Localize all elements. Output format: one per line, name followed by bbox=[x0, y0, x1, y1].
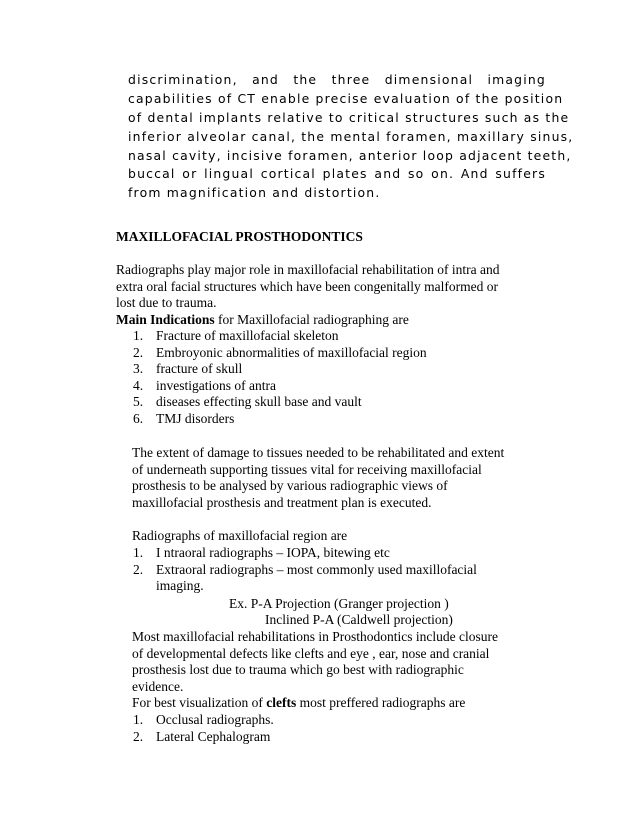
closure-paragraph bbox=[132, 629, 498, 695]
paragraph-line: of developmental defects like clefts and eye , ear, nose and cranial bbox=[132, 645, 490, 661]
paragraph-line: evidence. bbox=[132, 678, 184, 694]
paragraph-line: capabilities of CT enable precise evaluation of the position bbox=[128, 90, 564, 106]
list-text: Lateral Cephalogram bbox=[156, 728, 271, 744]
extent-paragraph bbox=[132, 445, 504, 511]
list-number: 4. bbox=[133, 377, 144, 393]
list-text: diseases effecting skull base and vault bbox=[156, 394, 362, 410]
top-paragraph bbox=[128, 71, 574, 203]
list-number: 1. bbox=[133, 328, 144, 343]
intro-paragraph bbox=[116, 262, 541, 312]
list-text: Extraoral radiographs – most commonly used maxillofacial bbox=[156, 561, 477, 577]
list-text-continuation: imaging. bbox=[156, 578, 204, 594]
paragraph-line: inferior alveolar canal, the mental foramen, maxillary sinus, bbox=[128, 128, 574, 144]
example-projection-1: Ex. P-A Projection (Granger projection ) bbox=[229, 596, 449, 611]
paragraph-line: from magnification and distortion. bbox=[128, 185, 381, 201]
paragraph-line: maxillofacial prosthesis and treatment plan is executed. bbox=[132, 494, 432, 510]
example-projection-2: Inclined P-A (Caldwell projection) bbox=[265, 612, 453, 627]
clefts-line bbox=[132, 695, 465, 712]
list-number: 5. bbox=[133, 394, 144, 410]
paragraph-line: discrimination, and the three dimensional imaging bbox=[128, 72, 546, 87]
main-indications-line bbox=[116, 312, 409, 329]
paragraph-line: of underneath supporting tissues vital for receiving maxillofacial bbox=[132, 461, 482, 477]
list-text: Fracture of maxillofacial skeleton bbox=[156, 328, 339, 343]
section-heading: MAXILLOFACIAL PROSTHODONTICS bbox=[116, 229, 363, 244]
paragraph-line: buccal or lingual cortical plates and so on. And suffers bbox=[128, 166, 546, 182]
list-number: 6. bbox=[133, 410, 144, 426]
paragraph-line: The extent of damage to tissues needed to be rehabilitated and extent bbox=[132, 445, 505, 460]
list-number: 2. bbox=[133, 561, 144, 577]
main-indications-text: for Maxillofacial radiographing are bbox=[214, 312, 409, 327]
main-indications-label: Main Indications bbox=[116, 312, 215, 327]
paragraph-line: of dental implants relative to critical structures such as the bbox=[128, 109, 570, 125]
paragraph-line: Most maxillofacial rehabilitations in Prosthodontics include closure bbox=[132, 629, 498, 644]
list-text: Occlusal radiographs. bbox=[156, 712, 274, 727]
list-text: fracture of skull bbox=[156, 361, 243, 377]
paragraph-line: prosthesis lost due to trauma which go best with radiographic bbox=[132, 662, 464, 678]
list-text: I ntraoral radiographs – IOPA, bitewing etc bbox=[156, 545, 390, 560]
clefts-bold-term: clefts bbox=[266, 695, 297, 710]
paragraph-line: nasal cavity, incisive foramen, anterior loop adjacent teeth, bbox=[128, 147, 572, 163]
clefts-line-text: For best visualization of bbox=[132, 695, 267, 710]
list-text: Embroyonic abnormalities of maxillofacial region bbox=[156, 344, 427, 360]
clefts-line-text: most preffered radiographs are bbox=[296, 695, 466, 710]
paragraph-line: prosthesis to be analysed by various radiographic views of bbox=[132, 478, 448, 494]
list-text: TMJ disorders bbox=[156, 410, 235, 426]
list-number: 2. bbox=[133, 728, 144, 744]
paragraph-line: lost due to trauma. bbox=[116, 295, 217, 311]
list-text: investigations of antra bbox=[156, 377, 276, 393]
list-number: 2. bbox=[133, 344, 144, 360]
list-number: 1. bbox=[133, 545, 144, 560]
radiographs-intro: Radiographs of maxillofacial region are bbox=[132, 528, 348, 543]
paragraph-line: Radiographs play major role in maxillofacial rehabilitation of intra and bbox=[116, 262, 500, 277]
paragraph-line: extra oral facial structures which have been congenitally malformed or bbox=[116, 278, 498, 294]
list-number: 3. bbox=[133, 361, 144, 377]
list-number: 1. bbox=[133, 712, 144, 727]
